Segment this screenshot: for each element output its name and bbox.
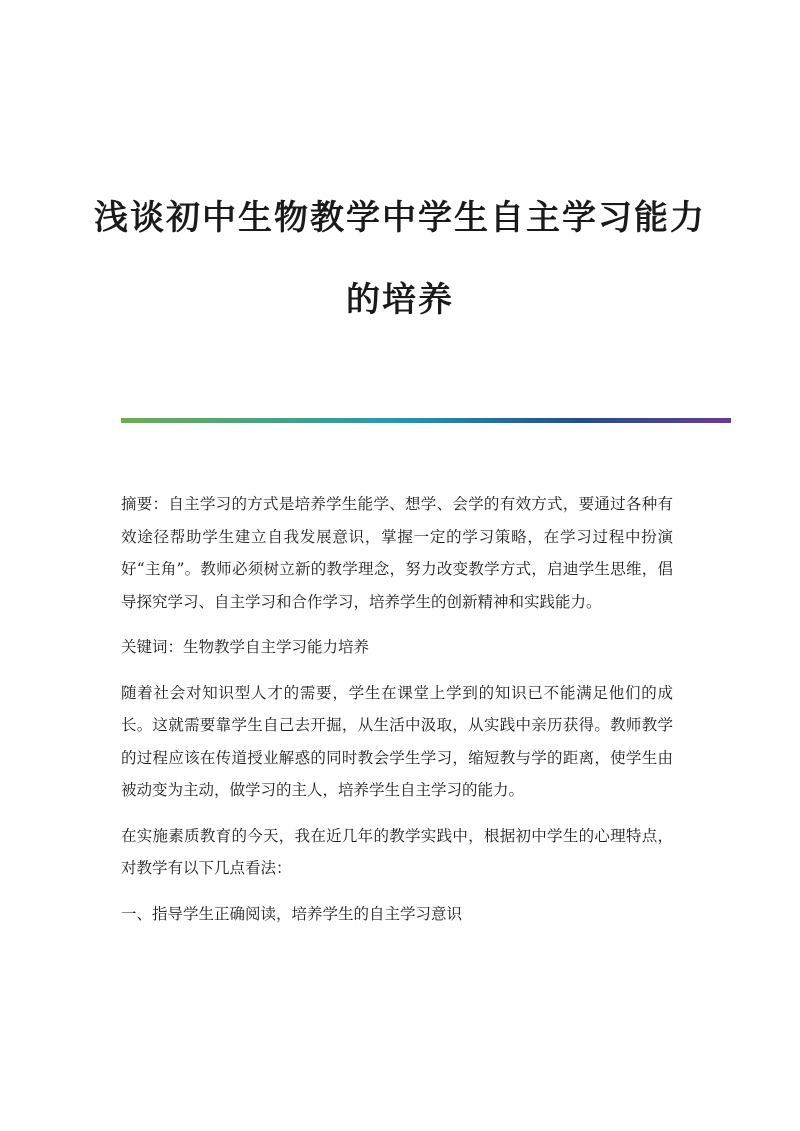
document-title-line-1: 浅谈初中生物教学中学生自主学习能力 xyxy=(94,198,706,238)
body-paragraph: 在实施素质教育的今天，我在近几年的教学实践中，根据初中学生的心理特点，对教学有以下几点看法： xyxy=(121,826,673,877)
document-body xyxy=(121,488,673,943)
body-paragraph: 随着社会对知识型人才的需要，学生在课堂上学到的知识已不能满足他们的成长。这就需要靠学生自己去开掘，从生活中汲取，从实践中亲历获得。教师教学的过程应该在传道授业解惑的同时教会学生学习，缩短教与学的距离，使学生由被动变为主动，做学习的主人，培养学生自主学习的能力。 xyxy=(121,683,673,799)
section-heading: 一、指导学生正确阅读，培养学生的自主学习意识 xyxy=(121,904,463,923)
abstract-paragraph: 摘要：自主学习的方式是培养学生能学、想学、会学的有效方式，要通过各种有效途径帮助学生建立自我发展意识，掌握一定的学习策略，在学习过程中扮演好“主角”。教师必须树立新的教学理念，努力改变教学方式，启迪学生思维，倡导探究学习、自主学习和合作学习，培养学生的创新精神和实践能力。 xyxy=(121,495,673,611)
keywords-line: 关键词：生物教学自主学习能力培养 xyxy=(121,638,370,656)
document-title-line-2: 的培养 xyxy=(346,280,454,320)
title-divider xyxy=(121,418,731,423)
